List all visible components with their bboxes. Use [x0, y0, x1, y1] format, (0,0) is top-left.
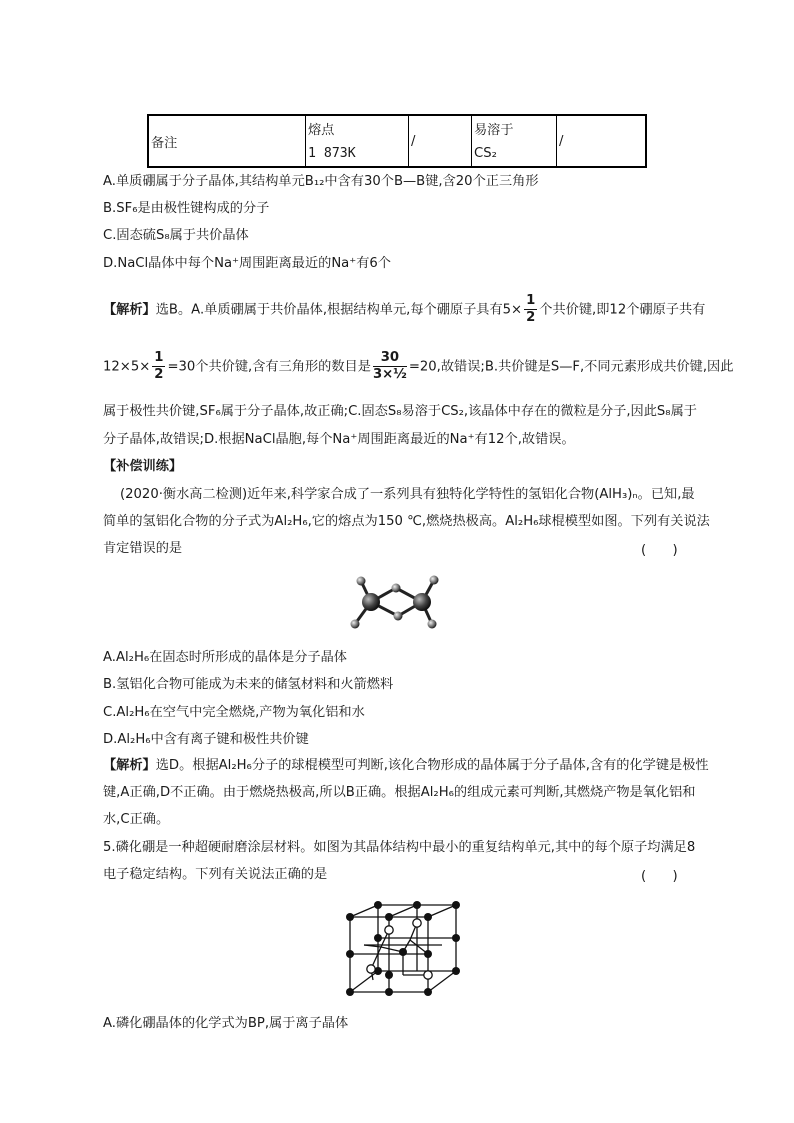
- supplement-para-3: 肯定错误的是: [103, 541, 183, 556]
- q4-option-c: C.固态硫S₈属于共价晶体: [103, 228, 249, 243]
- q4-option-a: A.单质硼属于分子晶体,其结构单元B₁₂中含有30个B—B键,含20个正三角形: [103, 174, 539, 189]
- analysis-tag: 【解析】: [103, 302, 156, 318]
- supplement-option-b: B.氢铝化合物可能成为未来的储氢材料和火箭燃料: [103, 677, 394, 692]
- supplement-option-d: D.Al₂H₆中含有离子键和极性共价键: [103, 732, 309, 747]
- supplement-title: 【补偿训练】: [103, 459, 183, 474]
- p-atom: [346, 913, 354, 921]
- p-atom: [385, 988, 393, 996]
- fraction-denominator: 2: [526, 310, 536, 325]
- h-atom: [430, 576, 439, 585]
- properties-table: [147, 114, 647, 168]
- p-atom: [346, 950, 354, 958]
- p-atom: [399, 948, 407, 956]
- melting-point-value: 1 873K: [306, 141, 409, 167]
- p-atom: [385, 971, 393, 979]
- table-slash-2: /: [557, 115, 647, 167]
- p-atom: [374, 934, 382, 942]
- analysis1-line4: 分子晶体,故错误;D.根据NaCl晶胞,每个Na⁺周围距离最近的Na⁺有12个,故错误。: [103, 432, 575, 447]
- supplement-para-1: (2020·衡水高二检测)近年来,科学家合成了一系列具有独特化学特性的氢铝化合物(AlH₃)ₙ。已知,最: [120, 487, 695, 502]
- melting-point-label: 熔点: [306, 115, 409, 141]
- supplement-para-2: 简单的氢铝化合物的分子式为Al₂H₆,它的熔点为150 ℃,燃烧热极高。Al₂H₆球棍模型如图。下列有关说法: [103, 514, 710, 529]
- p-atom: [374, 901, 382, 909]
- analysis2-line2: 键,A正确,D不正确。由于燃烧热极高,所以B正确。根据Al₂H₆的组成元素可判断,其燃烧产物是氧化铝和: [103, 785, 696, 800]
- h-atom: [357, 577, 366, 586]
- analysis1-text-a: 选B。A.单质硼属于共价晶体,根据结构单元,每个硼原子具有5×: [155, 302, 523, 318]
- analysis1-line1: [103, 293, 705, 326]
- analysis2-text-a: 选D。根据Al₂H₆分子的球棍模型可判断,该化合物形成的晶体属于分子晶体,含有的化学键是极性: [155, 758, 709, 773]
- q5-stem-line2: 电子稳定结构。下列有关说法正确的是: [103, 867, 328, 882]
- answer-paren-1: ( ): [641, 543, 678, 558]
- p-atom: [452, 934, 460, 942]
- analysis2-line3: 水,C正确。: [103, 812, 170, 827]
- supplement-option-a: A.Al₂H₆在固态时所形成的晶体是分子晶体: [103, 650, 347, 665]
- q5-option-a: A.磷化硼晶体的化学式为BP,属于离子晶体: [103, 1016, 349, 1031]
- b-atom: [424, 971, 432, 979]
- fraction-numerator: 30: [373, 350, 407, 367]
- h-atom: [351, 620, 360, 629]
- h-atom: [392, 584, 401, 593]
- b-atom: [413, 919, 421, 927]
- table-slash-1: /: [409, 115, 472, 167]
- al-atom-right: [413, 593, 431, 611]
- analysis1-text-c: 12×5×: [103, 359, 151, 375]
- analysis1-line3: 属于极性共价键,SF₆属于分子晶体,故正确;C.固态S₈易溶于CS₂,该晶体中存在的微粒是分子,因此S₈属于: [103, 404, 697, 419]
- h-atom: [394, 612, 403, 621]
- al-atom-left: [362, 593, 380, 611]
- q4-option-d: D.NaCl晶体中每个Na⁺周围距离最近的Na⁺有6个: [103, 256, 391, 271]
- p-atom: [424, 988, 432, 996]
- fraction-numerator: 1: [526, 293, 536, 308]
- q4-option-b: B.SF₆是由极性键构成的分子: [103, 201, 270, 216]
- bp-unit-cell-diagram: [340, 895, 465, 1000]
- fraction-denominator: 3×½: [372, 367, 407, 382]
- fraction-half-2: [152, 350, 165, 383]
- table-row-label: 备注: [148, 115, 306, 167]
- fraction-denominator: 2: [154, 367, 164, 382]
- analysis1-text-b: 个共价键,即12个硼原子共有: [539, 302, 706, 318]
- soluble-value: CS₂: [472, 141, 557, 167]
- supplement-option-c: C.Al₂H₆在空气中完全燃烧,产物为氧化铝和水: [103, 705, 365, 720]
- answer-paren-2: ( ): [641, 869, 678, 884]
- al2h6-ball-stick-model: [346, 566, 451, 636]
- p-atom: [424, 913, 432, 921]
- p-atom: [424, 950, 432, 958]
- p-atom: [346, 988, 354, 996]
- analysis1-line2: [103, 350, 733, 383]
- fraction-numerator: 1: [154, 350, 164, 365]
- p-atom: [385, 913, 393, 921]
- analysis-tag: 【解析】: [103, 758, 156, 773]
- fraction-half: [524, 293, 537, 326]
- b-atom: [385, 926, 393, 934]
- p-atom: [452, 967, 460, 975]
- h-atom: [428, 620, 437, 629]
- soluble-label: 易溶于: [472, 115, 557, 141]
- p-atom: [452, 901, 460, 909]
- analysis2-line1: [103, 756, 709, 776]
- analysis1-text-d: =30个共价键,含有三角形的数目是: [167, 359, 371, 375]
- analysis1-text-e: =20,故错误;B.共价键是S—F,不同元素形成共价键,因此: [408, 359, 734, 375]
- q5-stem-line1: 5.磷化硼是一种超硬耐磨涂层材料。如图为其晶体结构中最小的重复结构单元,其中的每个原子均满足8: [103, 840, 696, 855]
- p-atom: [413, 901, 421, 909]
- fraction-thirty: [373, 350, 407, 383]
- b-atom: [367, 965, 375, 973]
